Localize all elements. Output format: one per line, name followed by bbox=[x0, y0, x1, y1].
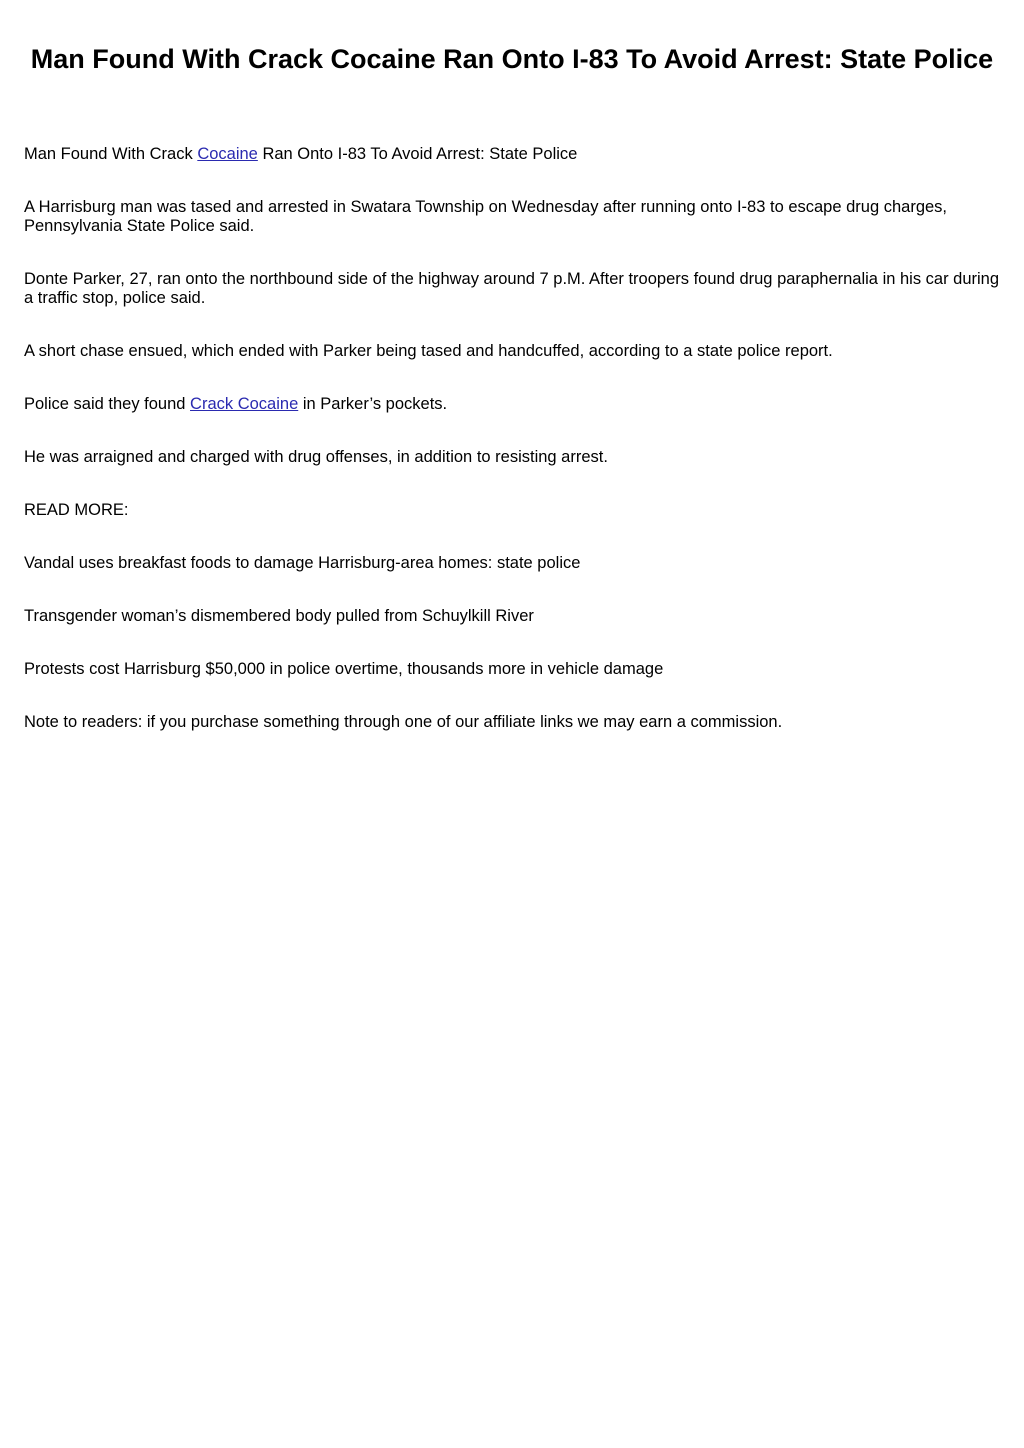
found-text-before: Police said they found bbox=[24, 395, 191, 413]
article-body bbox=[24, 145, 1000, 766]
crack-cocaine-link[interactable]: Crack Cocaine bbox=[190, 395, 299, 413]
related-item: Vandal uses breakfast foods to damage Harrisburg-area homes: state police bbox=[24, 554, 581, 572]
read-more-heading: READ MORE: bbox=[24, 501, 129, 519]
cocaine-link[interactable]: Cocaine bbox=[197, 145, 258, 163]
subtitle-text-after: Ran Onto I-83 To Avoid Arrest: State Police bbox=[257, 145, 578, 163]
paragraph-found bbox=[24, 395, 1000, 414]
related-item: Protests cost Harrisburg $50,000 in police overtime, thousands more in vehicle damage bbox=[24, 660, 664, 678]
page-title: Man Found With Crack Cocaine Ran Onto I-83 To Avoid Arrest: State Police bbox=[30, 44, 994, 74]
related-item: Transgender woman’s dismembered body pulled from Schuylkill River bbox=[24, 607, 534, 625]
affiliate-note: Note to readers: if you purchase something through one of our affiliate links we may earn a commission. bbox=[24, 713, 783, 731]
subtitle-text-before: Man Found With Crack bbox=[24, 145, 198, 163]
paragraph-chase: A short chase ensued, which ended with Parker being tased and handcuffed, according to a state police report. bbox=[24, 342, 833, 360]
paragraph-traffic-stop: Donte Parker, 27, ran onto the northbound side of the highway around 7 p.M. After troopers found drug paraphernalia in his car during a traffic stop, police said. bbox=[24, 270, 1000, 307]
article-subtitle bbox=[24, 145, 1000, 164]
paragraph-arraigned: He was arraigned and charged with drug offenses, in addition to resisting arrest. bbox=[24, 448, 608, 466]
paragraph-arrest: A Harrisburg man was tased and arrested in Swatara Township on Wednesday after running onto I-83 to escape drug charges, Pennsylvania State Police said. bbox=[24, 198, 948, 235]
found-text-after: in Parker’s pockets. bbox=[298, 395, 448, 413]
